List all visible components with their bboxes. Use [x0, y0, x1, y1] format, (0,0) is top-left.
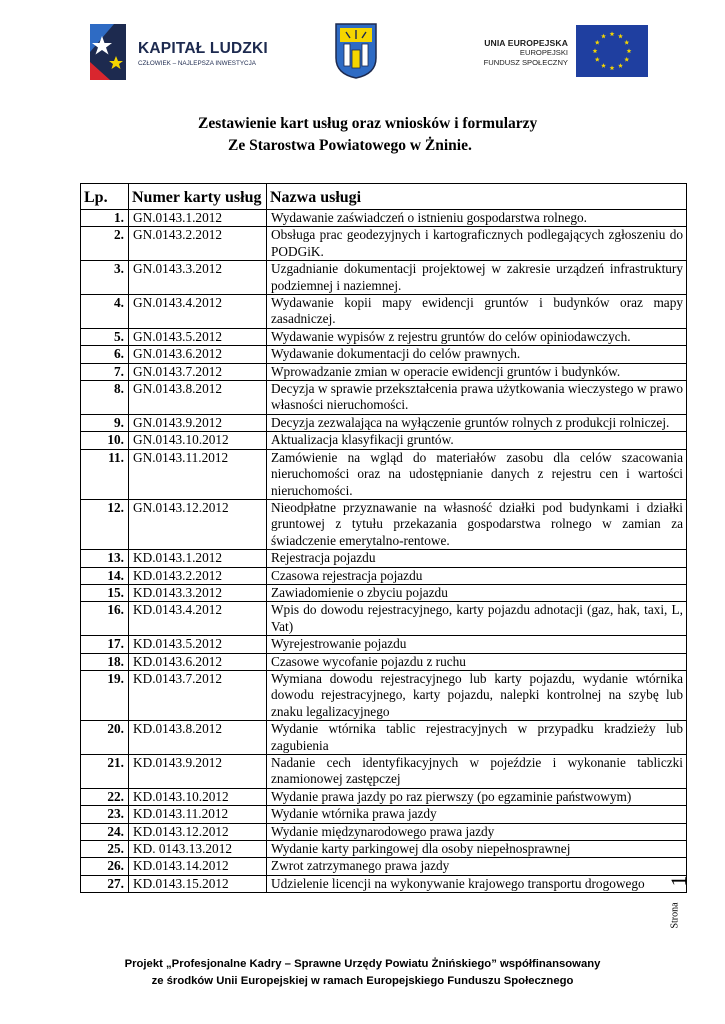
row-lp: 4. [81, 295, 129, 329]
row-number: GN.0143.1.2012 [129, 210, 267, 227]
kapital-ludzki-emblem-icon [86, 22, 134, 82]
row-number: GN.0143.8.2012 [129, 381, 267, 415]
table-row [81, 550, 687, 567]
row-name: Decyzja w sprawie przekształcenia prawa użytkowania wieczystego w prawo własności nieruchomości. [267, 381, 687, 415]
row-lp: 2. [81, 227, 129, 261]
row-lp: 20. [81, 721, 129, 755]
row-number: KD.0143.5.2012 [129, 636, 267, 653]
row-lp: 18. [81, 653, 129, 670]
kapital-ludzki-subtitle: CZŁOWIEK – NAJLEPSZA INWESTYCJA [138, 60, 256, 67]
row-number: GN.0143.7.2012 [129, 363, 267, 380]
table-row [81, 858, 687, 875]
footer [0, 956, 725, 990]
row-name: Wydanie wtórnika tablic rejestracyjnych w przypadku kradzieży lub zagubienia [267, 721, 687, 755]
table-row [81, 346, 687, 363]
row-number: GN.0143.9.2012 [129, 414, 267, 431]
row-name: Wydanie prawa jazdy po raz pierwszy (po egzaminie państwowym) [267, 788, 687, 805]
row-number: KD.0143.7.2012 [129, 670, 267, 720]
row-name: Zamówienie na wgląd do materiałów zasobu dla celów szacowania nieruchomości oraz na udostępnianie danych z rejestru cen i wartości nieruchomości. [267, 449, 687, 499]
row-lp: 26. [81, 858, 129, 875]
row-lp: 10. [81, 432, 129, 449]
row-number: GN.0143.5.2012 [129, 328, 267, 345]
table-row [81, 721, 687, 755]
row-number: KD.0143.1.2012 [129, 550, 267, 567]
title-line-2: Ze Starostwa Powiatowego w Żninie. [228, 137, 472, 154]
row-name: Wydawanie wypisów z rejestru gruntów do celów opiniodawczych. [267, 328, 687, 345]
row-name: Czasowe wycofanie pojazdu z ruchu [267, 653, 687, 670]
row-name: Wymiana dowodu rejestracyjnego lub karty pojazdu, wydanie wtórnika dowodu rejestracyjnego, karty pojazdu, nalepki kontrolnej na szybę lub znaku legalizacyjnego [267, 670, 687, 720]
row-number: GN.0143.6.2012 [129, 346, 267, 363]
services-table [80, 183, 687, 893]
table-row [81, 823, 687, 840]
row-name: Wydanie międzynarodowego prawa jazdy [267, 823, 687, 840]
row-name: Rejestracja pojazdu [267, 550, 687, 567]
row-number: GN.0143.3.2012 [129, 261, 267, 295]
eu-text [448, 38, 568, 68]
row-number: KD.0143.3.2012 [129, 584, 267, 601]
table-row [81, 328, 687, 345]
table-row [81, 363, 687, 380]
table-row [81, 449, 687, 499]
table-row [81, 841, 687, 858]
row-name: Wydawanie dokumentacji do celów prawnych. [267, 346, 687, 363]
eu-line-2: EUROPEJSKI [519, 48, 568, 57]
row-lp: 11. [81, 449, 129, 499]
row-name: Nadanie cech identyfikacyjnych w pojeździe i wykonanie tabliczki znamionowej zastępczej [267, 755, 687, 789]
row-lp: 14. [81, 567, 129, 584]
row-number: KD.0143.4.2012 [129, 602, 267, 636]
row-lp: 24. [81, 823, 129, 840]
row-number: KD.0143.14.2012 [129, 858, 267, 875]
row-number: KD.0143.8.2012 [129, 721, 267, 755]
row-name: Udzielenie licencji na wykonywanie krajowego transportu drogowego [267, 875, 687, 892]
row-lp: 8. [81, 381, 129, 415]
row-name: Wydawanie kopii mapy ewidencji gruntów i budynków oraz mapy zasadniczej. [267, 295, 687, 329]
table-row [81, 653, 687, 670]
row-lp: 23. [81, 806, 129, 823]
table-row [81, 567, 687, 584]
header-lp: Lp. [81, 184, 129, 210]
eu-line-1: UNIA EUROPEJSKA [484, 38, 568, 48]
table-row [81, 670, 687, 720]
row-number: GN.0143.10.2012 [129, 432, 267, 449]
row-lp: 5. [81, 328, 129, 345]
row-name: Obsługa prac geodezyjnych i kartograficznych podlegających zgłoszeniu do PODGiK. [267, 227, 687, 261]
table-row [81, 414, 687, 431]
table-row [81, 875, 687, 892]
row-name: Nieodpłatne przyznawanie na własność działki pod budynkami i działki gruntowej z tytułu przekazania gospodarstwa rolnego w zamian za świadczenie emerytalno-rentowe. [267, 499, 687, 549]
table-row [81, 584, 687, 601]
row-lp: 6. [81, 346, 129, 363]
table-row [81, 636, 687, 653]
table-row [81, 295, 687, 329]
row-name: Czasowa rejestracja pojazdu [267, 567, 687, 584]
row-lp: 16. [81, 602, 129, 636]
row-name: Wprowadzanie zmian w operacie ewidencji gruntów i budynków. [267, 363, 687, 380]
header-number: Numer karty usług [129, 184, 267, 210]
row-name: Wpis do dowodu rejestracyjnego, karty pojazdu adnotacji (gaz, hak, taxi, L, Vat) [267, 602, 687, 636]
row-lp: 3. [81, 261, 129, 295]
row-lp: 15. [81, 584, 129, 601]
row-number: GN.0143.4.2012 [129, 295, 267, 329]
row-number: KD.0143.2.2012 [129, 567, 267, 584]
footer-line-1: Projekt „Profesjonalne Kadry – Sprawne Urzędy Powiatu Żnińskiego” współfinansowany [124, 958, 601, 970]
row-number: KD.0143.10.2012 [129, 788, 267, 805]
table-header-row [81, 184, 687, 210]
page-number-label: Strona [669, 902, 681, 929]
table-row [81, 499, 687, 549]
kapital-ludzki-title: KAPITAŁ LUDZKI [138, 40, 268, 57]
row-lp: 22. [81, 788, 129, 805]
row-name: Uzgadnianie dokumentacji projektowej w zakresie urządzeń infrastruktury podziemnej i naziemnej. [267, 261, 687, 295]
table-row [81, 210, 687, 227]
table-row [81, 432, 687, 449]
row-lp: 12. [81, 499, 129, 549]
table-row [81, 755, 687, 789]
page-number [666, 868, 691, 934]
row-number: KD.0143.11.2012 [129, 806, 267, 823]
row-name: Aktualizacja klasyfikacji gruntów. [267, 432, 687, 449]
title-line-1: Zestawienie kart usług oraz wniosków i formularzy [198, 115, 538, 132]
row-name: Wydanie wtórnika prawa jazdy [267, 806, 687, 823]
table-row [81, 227, 687, 261]
row-lp: 17. [81, 636, 129, 653]
header-name: Nazwa usługi [267, 184, 687, 210]
row-name: Wyrejestrowanie pojazdu [267, 636, 687, 653]
row-name: Wydanie karty parkingowej dla osoby niepełnosprawnej [267, 841, 687, 858]
row-name: Zawiadomienie o zbyciu pojazdu [267, 584, 687, 601]
row-lp: 27. [81, 875, 129, 892]
row-name: Wydawanie zaświadczeń o istnieniu gospodarstwa rolnego. [267, 210, 687, 227]
row-number: KD.0143.9.2012 [129, 755, 267, 789]
row-number: GN.0143.12.2012 [129, 499, 267, 549]
coat-of-arms-icon [334, 22, 378, 80]
row-lp: 25. [81, 841, 129, 858]
row-name: Decyzja zezwalająca na wyłączenie gruntów rolnych z produkcji rolniczej. [267, 414, 687, 431]
row-lp: 21. [81, 755, 129, 789]
row-lp: 13. [81, 550, 129, 567]
row-lp: 9. [81, 414, 129, 431]
table-row [81, 381, 687, 415]
row-name: Zwrot zatrzymanego prawa jazdy [267, 858, 687, 875]
table-row [81, 806, 687, 823]
eu-line-3: FUNDUSZ SPOŁECZNY [483, 58, 568, 67]
row-number: KD.0143.6.2012 [129, 653, 267, 670]
table-row [81, 602, 687, 636]
footer-line-2: ze środków Unii Europejskiej w ramach Europejskiego Funduszu Społecznego [151, 975, 574, 987]
row-lp: 7. [81, 363, 129, 380]
table-row [81, 788, 687, 805]
eu-logo [448, 20, 656, 86]
row-number: KD.0143.15.2012 [129, 875, 267, 892]
row-number: GN.0143.11.2012 [129, 449, 267, 499]
row-lp: 1. [81, 210, 129, 227]
row-lp: 19. [81, 670, 129, 720]
eu-flag-icon [576, 25, 648, 77]
kapital-ludzki-logo [86, 22, 276, 84]
row-number: KD.0143.12.2012 [129, 823, 267, 840]
table-row [81, 261, 687, 295]
page-number-value: 1 [666, 875, 691, 887]
row-number: KD. 0143.13.2012 [129, 841, 267, 858]
row-number: GN.0143.2.2012 [129, 227, 267, 261]
